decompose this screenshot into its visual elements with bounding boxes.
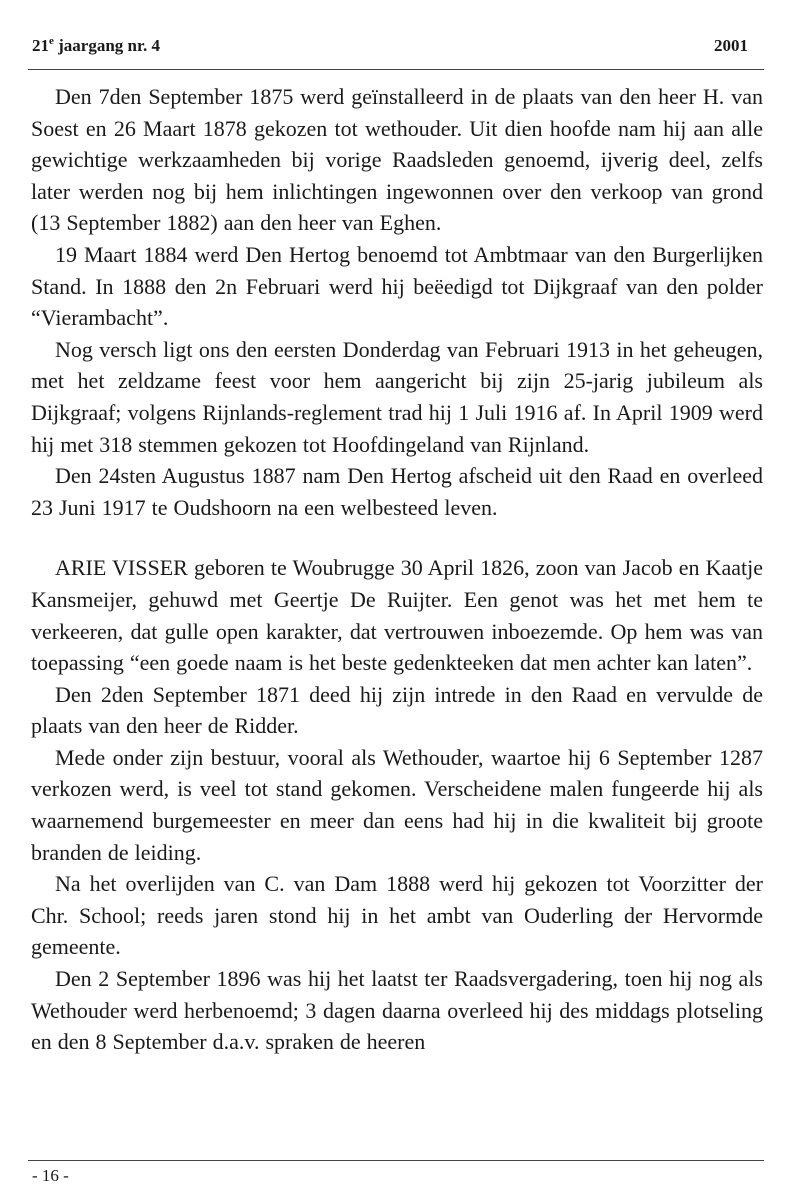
- footer-divider: [28, 1160, 764, 1161]
- header-divider: [28, 69, 764, 70]
- paragraph: Den 24sten Augustus 1887 nam Den Hertog afscheid uit den Raad en overleed 23 Juni 1917 te Oudshoorn na een welbesteed leven.: [31, 463, 763, 520]
- paragraph: Na het overlijden van C. van Dam 1888 werd hij gekozen tot Voorzitter der Chr. School; reeds jaren stond hij in het ambt van Ouderling der Hervormde gemeente.: [31, 871, 763, 960]
- paragraph: Den 2 September 1896 was hij het laatst ter Raadsvergadering, toen hij nog als Wethouder werd herbenoemd; 3 dagen daarna overleed hij des middags plotseling en den 8 September d.a.v. spraken de heeren: [31, 966, 763, 1055]
- paragraph: Den 2den September 1871 deed hij zijn intrede in den Raad en vervulde de plaats van den heer de Ridder.: [31, 681, 763, 739]
- paragraph: ARIE VISSER geboren te Woubrugge 30 April 1826, zoon van Jacob en Kaatje Kansmeijer, gehuwd met Geertje De Ruijter. Een genot was het met hem te verkeeren, dat gulle open karakter, dat vertrouwen inboezemde. Op hem was van toepassing “een goede naam is het beste gedenkteeken dat men achter kan laten”.: [31, 555, 763, 676]
- volume-issue-label: 21e jaargang nr. 4: [32, 35, 160, 55]
- page-number: - 16 -: [32, 1166, 69, 1185]
- paragraph: 19 Maart 1884 werd Den Hertog benoemd tot Ambtmaar van den Burgerlijken Stand. In 1888 den 2n Februari werd hij beëedigd tot Dijkgraaf van den polder “Vierambacht”.: [31, 241, 763, 331]
- running-header: [32, 36, 752, 60]
- section-gap: [31, 523, 763, 552]
- paragraph: Den 7den September 1875 werd geïnstalleerd in de plaats van den heer H. van Soest en 26 Maart 1878 gekozen tot wethouder. Uit dien hoofde nam hij aan alle gewichtige werkzaamheden bij vorige Raadsleden genoemd, ijverig deel, zelfs later werden nog bij hem inlichtingen ingewonnen over den verkoop van grond (13 September 1882) aan den heer van Eghen.: [31, 84, 763, 236]
- paragraph: Nog versch ligt ons den eersten Donderdag van Februari 1913 in het geheugen, met het zeldzame feest voor hem aangericht bij zijn 25-jarig jubileum als Dijkgraaf; volgens Rijnlands-reglement trad hij 1 Juli 1916 af. In April 1909 werd hij met 318 stemmen gekozen tot Hoofdingeland van Rijnland.: [31, 336, 763, 457]
- article-body: [31, 81, 763, 1058]
- paragraph: Mede onder zijn bestuur, vooral als Wethouder, waartoe hij 6 September 1287 verkozen werd, is veel tot stand gekomen. Verscheidene malen fungeerde hij als waarnemend burgemeester en meer dan eens had hij in die kwaliteit bij groote branden de leiding.: [31, 744, 763, 865]
- year-label: 2001: [714, 36, 748, 55]
